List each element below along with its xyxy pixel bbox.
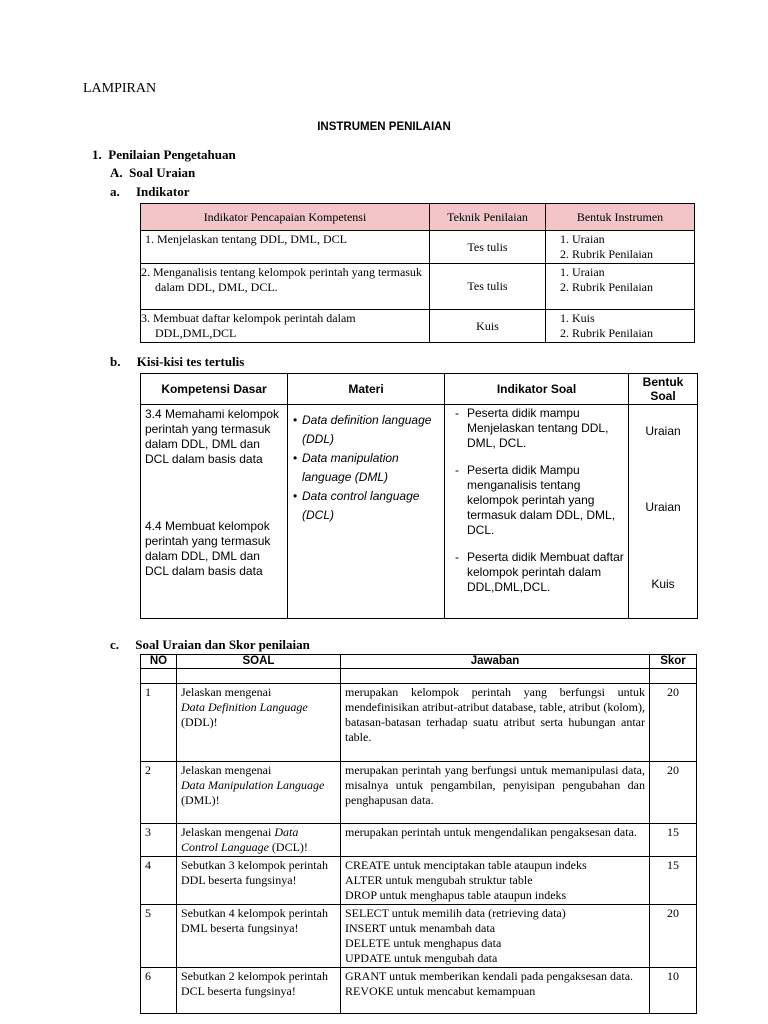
skor-cell: 20 <box>650 905 697 968</box>
list-item: 1. Uraian <box>572 265 690 280</box>
materi-cell <box>288 405 445 619</box>
table-row <box>141 857 697 905</box>
indikator-cell: 2. Menganalisis tentang kelompok perintah yang termasuk dalam DDL, DML, DCL. <box>141 264 430 310</box>
section-c-heading: c. Soal Uraian dan Skor penilaian <box>110 637 310 652</box>
list-item: REVOKE untuk mencabut kemampuan <box>345 984 536 998</box>
kd-4-4: 4.4 Membuat kelompok perintah yang termasuk dalam DDL, DML dan DCL dalam basis data <box>145 519 271 578</box>
soal-table-header <box>141 655 697 669</box>
indikator-cell: 3. Membuat daftar kelompok perintah dalam DDL,DML,DCL <box>141 310 430 343</box>
list-item: • Data manipulation language (DML) <box>302 449 440 487</box>
list-item: SELECT untuk memilih data (retrieving data) <box>345 906 566 920</box>
list-item: INSERT untuk menambah data <box>345 921 496 935</box>
list-item: CREATE untuk menciptakan table ataupun indeks <box>345 858 587 872</box>
teknik-cell: Kuis <box>430 310 546 343</box>
soal-term: Data Manipulation Language <box>181 778 325 792</box>
soal-cell: Sebutkan 4 kelompok perintah DML beserta fungsinya! <box>177 905 341 968</box>
table-row <box>141 684 697 762</box>
table-row <box>141 405 698 619</box>
table-row <box>141 762 697 824</box>
section-a-indikator-heading: a. Indikator <box>110 184 190 199</box>
jawaban-cell: merupakan kelompok perintah yang berfungsi untuk mendefinisikan atribut-atribut database, table, atribut (kolom), batasan-batasan terhadap suatu atribut serta hubungan antar table. <box>341 684 650 762</box>
skor-cell: 20 <box>650 762 697 824</box>
bentuk-soal-1: Uraian <box>645 424 681 438</box>
list-item: ALTER untuk mengubah struktur table <box>345 873 533 887</box>
soal-suffix: (DDL)! <box>181 715 218 729</box>
skor-cell: 10 <box>650 968 697 1014</box>
soal-suffix: (DML)! <box>181 793 220 807</box>
header-kompetensi: Kompetensi Dasar <box>141 374 288 405</box>
header-indikator-soal: Indikator Soal <box>445 374 629 405</box>
soal-text: Jelaskan mengenai <box>181 763 272 777</box>
soal-cell <box>177 684 341 762</box>
kompetensi-cell <box>141 405 288 619</box>
kisi-kisi-table <box>140 373 698 619</box>
section-1-heading: 1. Penilaian Pengetahuan <box>92 147 236 162</box>
table-row <box>141 264 695 310</box>
list-item: - Peserta didik Mampu menganalisis tentang kelompok perintah yang termasuk dalam DDL, DML, DCL. <box>467 463 624 538</box>
list-item: GRANT untuk memberikan kendali pada pengaksesan data. <box>345 969 634 983</box>
bentuk-cell <box>546 310 695 343</box>
no-cell: 6 <box>141 968 177 1014</box>
no-cell: 4 <box>141 857 177 905</box>
header-bentuk-soal: Bentuk Soal <box>629 374 698 405</box>
list-item: DELETE untuk menghapus data <box>345 936 502 950</box>
header-teknik: Teknik Penilaian <box>430 204 546 231</box>
skor-cell: 15 <box>650 824 697 857</box>
lampiran-label: LAMPIRAN <box>83 81 157 96</box>
list-item: DROP untuk menghapus table ataupun indeks <box>345 888 567 902</box>
jawaban-cell <box>341 968 650 1014</box>
table-row <box>141 905 697 968</box>
list-item: UPDATE untuk mengubah data <box>345 951 498 965</box>
indikator-table-header <box>141 204 695 231</box>
section-a-heading: A. Soal Uraian <box>110 165 196 180</box>
bentuk-cell <box>546 231 695 264</box>
soal-text: Jelaskan mengenai <box>181 685 272 699</box>
list-item: 1. Kuis <box>572 311 690 326</box>
teknik-cell: Tes tulis <box>430 264 546 310</box>
jawaban-cell <box>341 905 650 968</box>
bentuk-cell <box>546 264 695 310</box>
soal-table <box>140 654 697 1014</box>
no-cell: 1 <box>141 684 177 762</box>
table-row <box>141 669 697 684</box>
soal-cell <box>177 762 341 824</box>
table-row <box>141 824 697 857</box>
section-b-heading: b. Kisi-kisi tes tertulis <box>110 354 245 369</box>
no-cell: 5 <box>141 905 177 968</box>
list-item: 2. Rubrik Penilaian <box>572 326 690 341</box>
table-row <box>141 231 695 264</box>
kisi-kisi-header <box>141 374 698 405</box>
soal-text: Jelaskan mengenai <box>181 825 272 839</box>
page-title: INSTRUMEN PENILAIAN <box>317 121 451 133</box>
indikator-table <box>140 203 695 343</box>
soal-term: Data Definition Language <box>181 700 308 714</box>
table-row <box>141 968 697 1014</box>
header-no: NO <box>141 655 177 669</box>
header-soal: SOAL <box>177 655 341 669</box>
bentuk-soal-2: Uraian <box>645 500 681 514</box>
header-jawaban: Jawaban <box>341 655 650 669</box>
soal-cell: Sebutkan 2 kelompok perintah DCL beserta fungsinya! <box>177 968 341 1014</box>
table-row <box>141 310 695 343</box>
header-materi: Materi <box>288 374 445 405</box>
skor-cell: 15 <box>650 857 697 905</box>
indikator-soal-cell <box>445 405 629 619</box>
jawaban-cell: merupakan perintah untuk mengendalikan pengaksesan data. <box>341 824 650 857</box>
teknik-cell: Tes tulis <box>430 231 546 264</box>
no-cell: 3 <box>141 824 177 857</box>
list-item: - Peserta didik Membuat daftar kelompok perintah dalam DDL,DML,DCL. <box>467 550 624 595</box>
list-item: • Data definition language (DDL) <box>302 411 440 449</box>
no-cell: 2 <box>141 762 177 824</box>
bentuk-soal-cell <box>629 405 698 619</box>
soal-cell: Sebutkan 3 kelompok perintah DDL beserta fungsinya! <box>177 857 341 905</box>
header-skor: Skor <box>650 655 697 669</box>
list-item: 1. Uraian <box>572 232 690 247</box>
list-item: • Data control language (DCL) <box>302 487 440 525</box>
list-item: - Peserta didik mampu Menjelaskan tentang DDL, DML, DCL. <box>467 406 624 451</box>
header-indikator: Indikator Pencapaian Kompetensi <box>141 204 430 231</box>
kd-3-4: 3.4 Memahami kelompok perintah yang termasuk dalam DDL, DML dan DCL dalam basis data <box>145 407 280 466</box>
soal-term: Data Control Language <box>181 825 299 854</box>
header-bentuk: Bentuk Instrumen <box>546 204 695 231</box>
bentuk-soal-3: Kuis <box>651 577 675 591</box>
soal-cell <box>177 824 341 857</box>
jawaban-cell: merupakan perintah yang berfungsi untuk memanipulasi data, misalnya untuk pengambilan, penyisipan pengubahan dan penghapusan data. <box>341 762 650 824</box>
indikator-cell: 1. Menjelaskan tentang DDL, DML, DCL <box>141 231 430 264</box>
skor-cell: 20 <box>650 684 697 762</box>
jawaban-cell <box>341 857 650 905</box>
soal-suffix: (DCL)! <box>271 840 308 854</box>
list-item: 2. Rubrik Penilaian <box>572 247 690 262</box>
list-item: 2. Rubrik Penilaian <box>572 280 690 295</box>
